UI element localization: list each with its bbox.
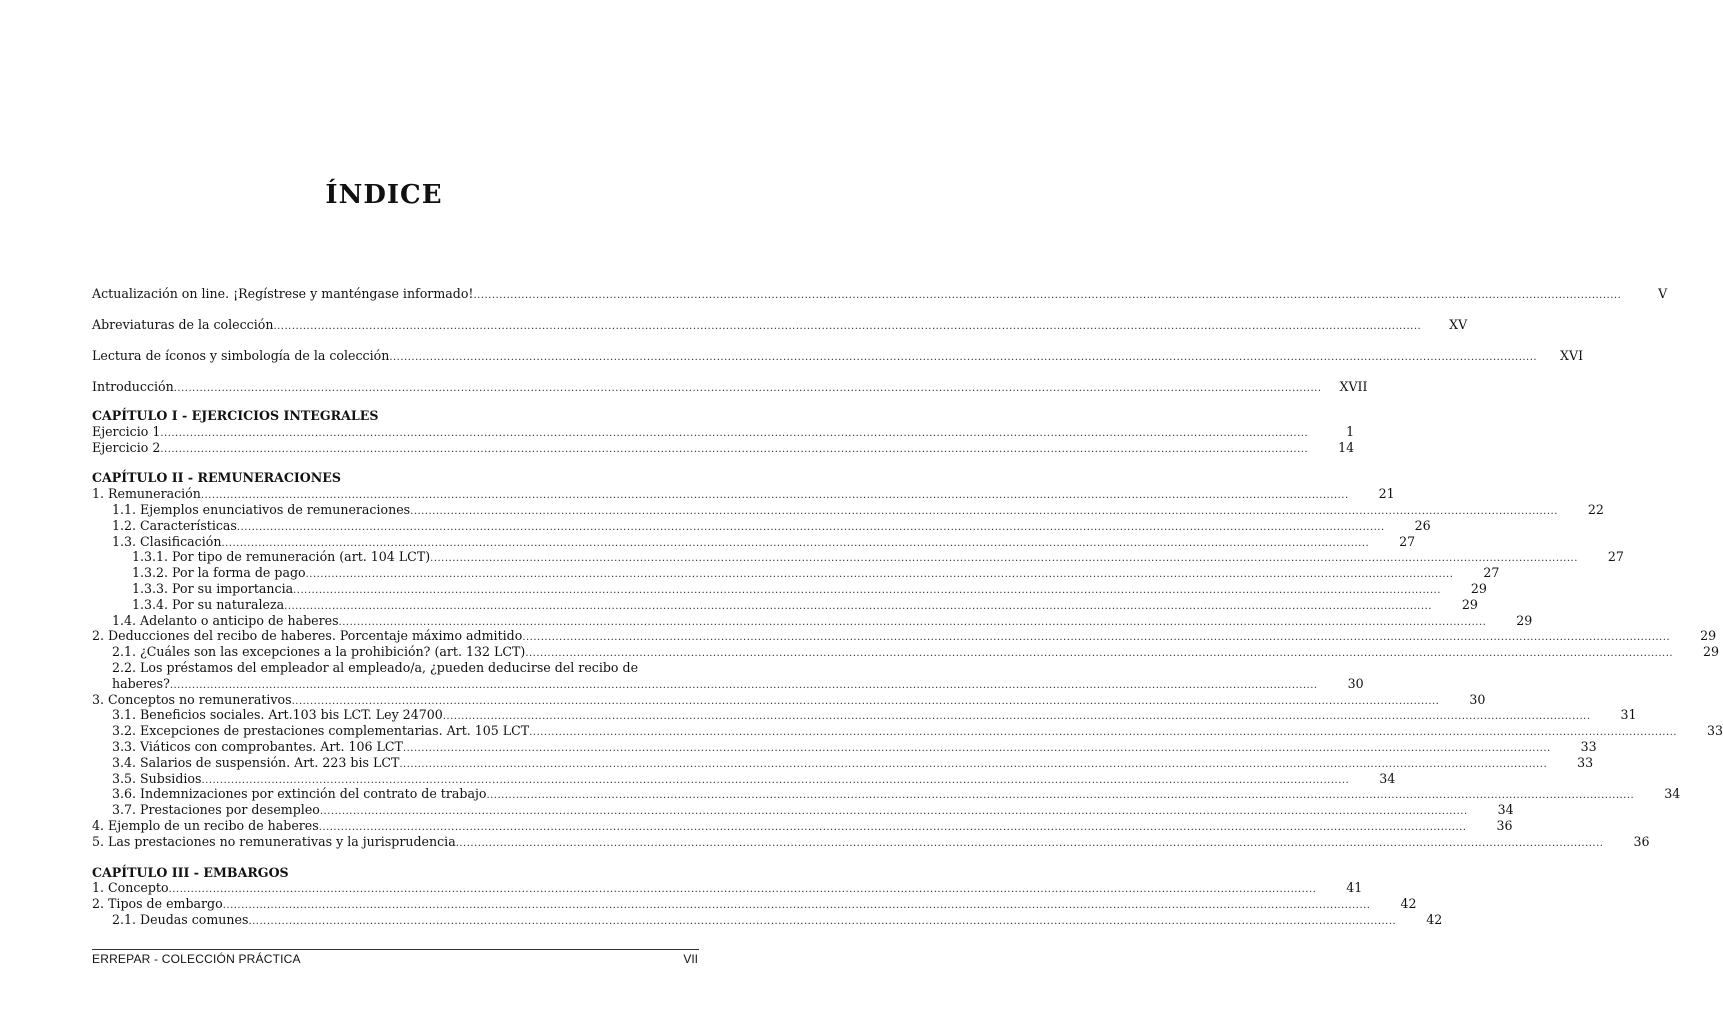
footer-page-number: VII [683,952,698,966]
toc-entry-page: 30 [1347,675,1364,691]
toc-entry[interactable] [92,644,1720,660]
toc-entry[interactable] [92,707,1637,723]
table-of-contents [92,278,1723,928]
toc-entry-text: 1.3.2. Por la forma de pago [132,565,306,581]
toc-entry-page: 29 [1461,596,1478,612]
leader-dots [486,788,1634,804]
toc-entry-page: 22 [1587,501,1604,517]
toc-entry[interactable] [92,911,1443,928]
toc-entry-page: 29 [1700,628,1717,644]
toc-entry[interactable] [92,565,1500,581]
toc-entry-text: 3.5. Subsidios [112,770,202,786]
leader-dots [403,741,1551,757]
toc-entry-page: 33 [1577,754,1594,770]
toc-entry-text: Abreviaturas de la colección [92,317,274,332]
toc-entry-text: 1.3. Clasificación [112,533,222,549]
toc-entry[interactable] [92,675,1364,692]
toc-entry[interactable] [92,628,1717,644]
chapter-heading: CAPÍTULO I - EJERCICIOS INTEGRALES [92,408,379,423]
toc-entry-text: Actualización on line. ¡Regístrese y manténgase informado! [92,286,474,301]
toc-entry-page: 27 [1483,565,1500,581]
toc-entry-page: 29 [1703,644,1720,660]
toc-entry[interactable] [92,723,1723,739]
toc-entry-text: Lectura de íconos y simbología de la colección [92,348,390,363]
toc-entry[interactable] [92,486,1395,502]
toc-entry-text-first-line[interactable]: 2.2. Los préstamos del empleador al empleado/a, ¿pueden deducirse del recibo de [112,659,639,675]
leader-dots [306,567,1454,583]
toc-entry[interactable] [92,880,1363,896]
leader-dots [430,551,1578,567]
toc-entry-text: 1.3.1. Por tipo de remuneración (art. 104 LCT) [132,549,431,565]
toc-entry-introduccion[interactable] [92,371,1368,402]
toc-entry-page: 34 [1497,802,1514,818]
toc-entry-text: 3.3. Viáticos con comprobantes. Art. 106 LCT [112,738,403,754]
toc-entry[interactable] [92,423,1355,440]
toc-entry[interactable] [92,691,1486,708]
toc-entry-text: 2. Tipos de embargo [92,896,223,912]
leader-dots [410,504,1558,520]
toc-entry[interactable] [92,549,1624,565]
toc-entry-text: 2.1. ¿Cuáles son las excepciones a la prohibición? (art. 132 LCT) [112,644,526,660]
leader-dots [320,804,1468,820]
leader-dots [456,836,1604,852]
leader-dots [273,311,1421,342]
toc-entry-lectura-iconos[interactable] [92,340,1584,371]
toc-entry[interactable] [92,770,1396,787]
toc-entry-page: 27 [1607,549,1624,565]
toc-entry[interactable] [92,802,1514,818]
toc-entry-text: 3.2. Excepciones de prestaciones complementarias. Art. 105 LCT [112,723,530,739]
toc-entry[interactable] [92,517,1431,534]
leader-dots [237,520,1385,536]
toc-entry-page: 34 [1379,770,1396,786]
toc-entry[interactable] [92,833,1650,850]
toc-entry[interactable] [92,896,1417,912]
leader-dots [169,882,1317,898]
toc-entry[interactable] [92,754,1594,771]
toc-entry-text: 5. Las prestaciones no remunerativas y la jurisprudencia [92,833,456,849]
toc-entry-text: 3.1. Beneficios sociales. Art.103 bis LCT. Ley 24700 [112,707,443,723]
toc-entry-text: 1.2. Características [112,517,237,533]
toc-entry[interactable] [92,596,1478,613]
toc-entry-text: 4. Ejemplo de un recibo de haberes [92,817,319,833]
toc-entry[interactable] [92,533,1416,550]
toc-entry-text: 1.4. Adelanto o anticipo de haberes [112,612,339,628]
leader-dots [443,709,1591,725]
toc-entry-page: 33 [1706,723,1723,739]
toc-entry[interactable] [92,612,1533,629]
leader-dots [160,442,1308,458]
toc-entry-page: 31 [1620,707,1637,723]
toc-entry-abreviaturas[interactable] [92,309,1468,340]
page-title: ÍNDICE [325,180,443,210]
leader-dots [522,630,1670,646]
toc-entry-page: V [1658,286,1668,301]
toc-entry[interactable] [92,501,1604,518]
leader-dots [293,583,1441,599]
leader-dots [284,599,1432,615]
toc-entry-page: 42 [1426,911,1443,927]
toc-entry-text: 2.1. Deudas comunes [112,911,249,927]
leader-dots [473,280,1621,311]
leader-dots [223,898,1371,914]
toc-entry-page: 27 [1399,533,1416,549]
toc-entry-text: 2. Deducciones del recibo de haberes. Porcentaje máximo admitido [92,628,523,644]
toc-entry-text: 1. Concepto [92,880,169,896]
toc-entry-page: XVII [1339,379,1368,394]
toc-entry-text: Introducción [92,379,174,394]
leader-dots [389,342,1537,373]
footer-divider [92,949,699,950]
toc-entry[interactable] [92,439,1355,456]
leader-dots [529,725,1677,741]
toc-entry[interactable] [92,786,1681,802]
toc-entry-text: 1. Remuneración [92,486,201,502]
toc-entry-page: 36 [1633,833,1650,849]
toc-entry-page: 26 [1414,517,1431,533]
toc-entry-page: 29 [1516,612,1533,628]
toc-entry-text: 1.3.3. Por su importancia [132,580,294,596]
toc-entry[interactable] [92,817,1513,834]
leader-dots [170,678,1318,694]
toc-entry-page: 41 [1346,880,1363,896]
toc-entry[interactable] [92,580,1487,597]
toc-entry-page: XV [1449,317,1468,332]
leader-dots [292,694,1440,710]
toc-entry-page: XVI [1560,348,1584,363]
leader-dots [174,373,1322,404]
leader-dots [319,820,1467,836]
toc-entry-page: 21 [1378,486,1395,502]
toc-entry-text: Ejercicio 1 [92,423,161,439]
toc-entry-text: 3.6. Indemnizaciones por extinción del contrato de trabajo [112,786,487,802]
toc-entry-text: Ejercicio 2 [92,439,161,455]
toc-entry-actualizacion[interactable] [92,278,1668,309]
toc-entry-page: 1 [1346,423,1355,439]
toc-entry-text: 3. Conceptos no remunerativos [92,691,292,707]
toc-entry-text: 1.1. Ejemplos enunciativos de remuneraciones [112,501,411,517]
toc-entry-text: 3.7. Prestaciones por desempleo [112,802,320,818]
chapter-heading: CAPÍTULO II - REMUNERACIONES [92,470,341,486]
leader-dots [248,914,1396,930]
toc-entry-text: 1.3.4. Por su naturaleza [132,596,285,612]
toc-entry-page: 29 [1470,580,1487,596]
toc-entry-page: 33 [1580,738,1597,754]
toc-entry[interactable] [92,738,1597,755]
toc-entry-page: 42 [1400,896,1417,912]
toc-entry-page: 34 [1664,786,1681,802]
toc-entry-page: 14 [1338,439,1355,455]
chapter-heading: CAPÍTULO III - EMBARGOS [92,864,289,880]
toc-entry-text: haberes? [112,675,170,691]
toc-entry-text: 3.4. Salarios de suspensión. Art. 223 bis LCT [112,754,400,770]
footer-publisher: ERREPAR - COLECCIÓN PRÁCTICA [92,952,301,966]
leader-dots [160,426,1308,442]
toc-entry-page: 36 [1496,817,1513,833]
leader-dots [525,646,1673,662]
toc-entry-page: 30 [1469,691,1486,707]
